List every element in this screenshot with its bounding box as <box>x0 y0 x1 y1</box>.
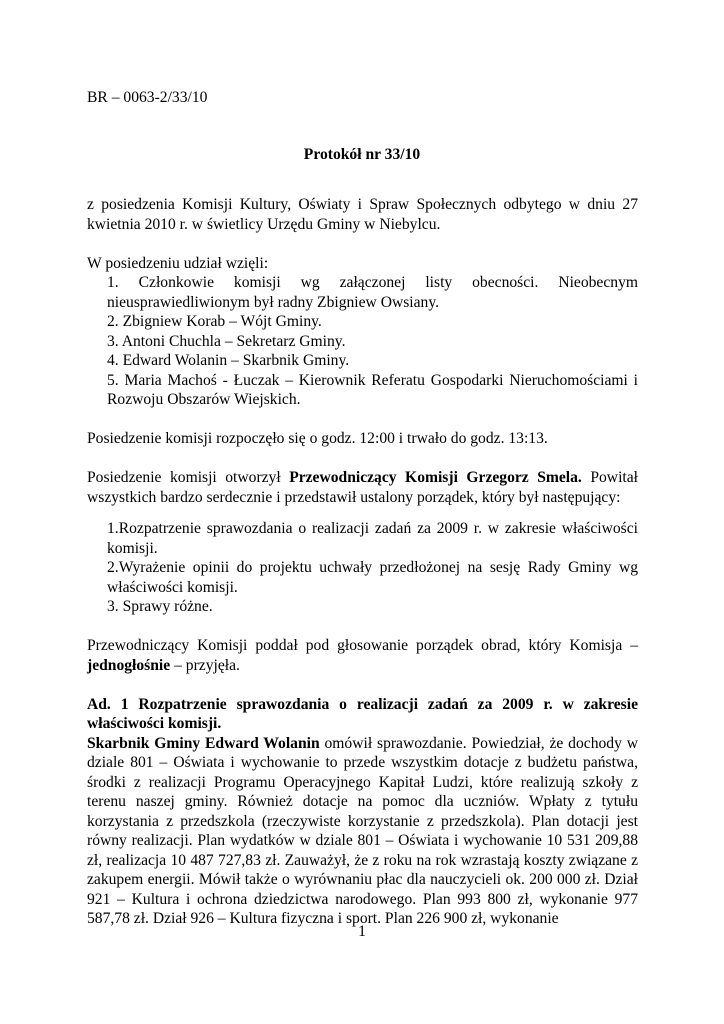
page-number: 1 <box>358 923 366 940</box>
list-item: 3. Antoni Chuchla – Sekretarz Gminy. <box>107 332 346 350</box>
attendance-heading: W posiedzeniu udział wzięli: <box>87 254 269 272</box>
attendance-list <box>87 273 638 410</box>
agenda-item: 3. Sprawy różne. <box>107 598 213 615</box>
section-heading <box>87 695 638 734</box>
list-item: 5. Maria Machoś - Łuczak – Kierownik Referatu Gospodarki Nieruchomościami i Rozwoju Obszarów Wiejskich. <box>107 371 638 408</box>
vote-text-end: – przyjęła. <box>170 656 240 674</box>
list-item: 4. Edward Wolanin – Skarbnik Gminy. <box>107 352 350 369</box>
opening-text: Posiedzenie komisji otworzył <box>87 469 290 486</box>
agenda-item: 1.Rozpatrzenie sprawozdania o realizacji zadań za 2009 r. w zakresie właściwości komisji. <box>107 520 638 557</box>
section-text: omówił sprawozdanie. Powiedział, że dochody w dziale 801 – Oświata i wychowanie to przede wszystkim dotacje z budżetu państwa, środki z realizacji Programu Operacyjnego Kapitał Ludzi, które realizują szkoły z terenu naszej gminy. Również dotacje na pomoc dla uczniów. Wpłaty z tytułu korzystania z przedszkola (rzeczywiste korzystanie z przedszkola). Plan dotacji jest równy realizacji. Plan wydatków w dziale 801 – Oświata i wychowanie 10 531 209,88 zł, realizacja 10 487 727,83 zł. Zauważył, że z roku na rok wzrastają koszty związane z zakupem energii. Mówił także o wyrównaniu płac dla nauczycieli ok. 200 000 zł. Dział 921 – Kultura i ochrona dziedzictwa narodowego. Plan 993 800 zł, wykonanie 977 587,78 zł. Dział 926 – Kultura fizyczna i sport. Plan 226 900 zł, wykonanie <box>87 734 638 927</box>
list-item: 2. Zbigniew Korab – Wójt Gminy. <box>107 313 322 330</box>
agenda-list <box>87 519 638 617</box>
vote-result: jednogłośnie <box>87 656 171 674</box>
vote-paragraph <box>87 636 638 675</box>
document-reference: BR – 0063-2/33/10 <box>87 89 208 106</box>
chairman-name: Przewodniczący Komisji Grzegorz Smela. <box>289 469 582 486</box>
opening-paragraph <box>87 468 638 507</box>
intro-paragraph: z posiedzenia Komisji Kultury, Oświaty i Spraw Społecznych odbytego w dniu 27 kwietnia 2010 r. w świetlicy Urzędu Gminy w Niebylcu. <box>87 196 638 233</box>
document-body <box>87 195 638 929</box>
vote-text: Przewodniczący Komisji poddał pod głosowanie porządek obrad, który Komisja – <box>87 637 638 654</box>
section-heading-text: Ad. 1 Rozpatrzenie sprawozdania o realizacji zadań za 2009 r. w zakresie właściwości komisji. <box>87 695 638 732</box>
time-paragraph: Posiedzenie komisji rozpoczęło się o godz. 12:00 i trwało do godz. 13:13. <box>87 430 548 447</box>
document-title: Protokół nr 33/10 <box>303 146 421 163</box>
speaker-name: Skarbnik Gminy Edward Wolanin <box>87 734 320 752</box>
agenda-item: 2.Wyrażenie opinii do projektu uchwały przedłożonej na sesję Rady Gminy wg właściwości komisji. <box>107 559 638 596</box>
opening-text-continued: Powitał wszystkich bardzo serdecznie i przedstawił ustalony porządek, który był następujący: <box>87 469 638 506</box>
section-paragraph <box>87 734 638 929</box>
list-item: 1. Członkowie komisji wg załączonej listy obecności. Nieobecnym nieusprawiedliwionym był radny Zbigniew Owsiany. <box>107 274 638 311</box>
